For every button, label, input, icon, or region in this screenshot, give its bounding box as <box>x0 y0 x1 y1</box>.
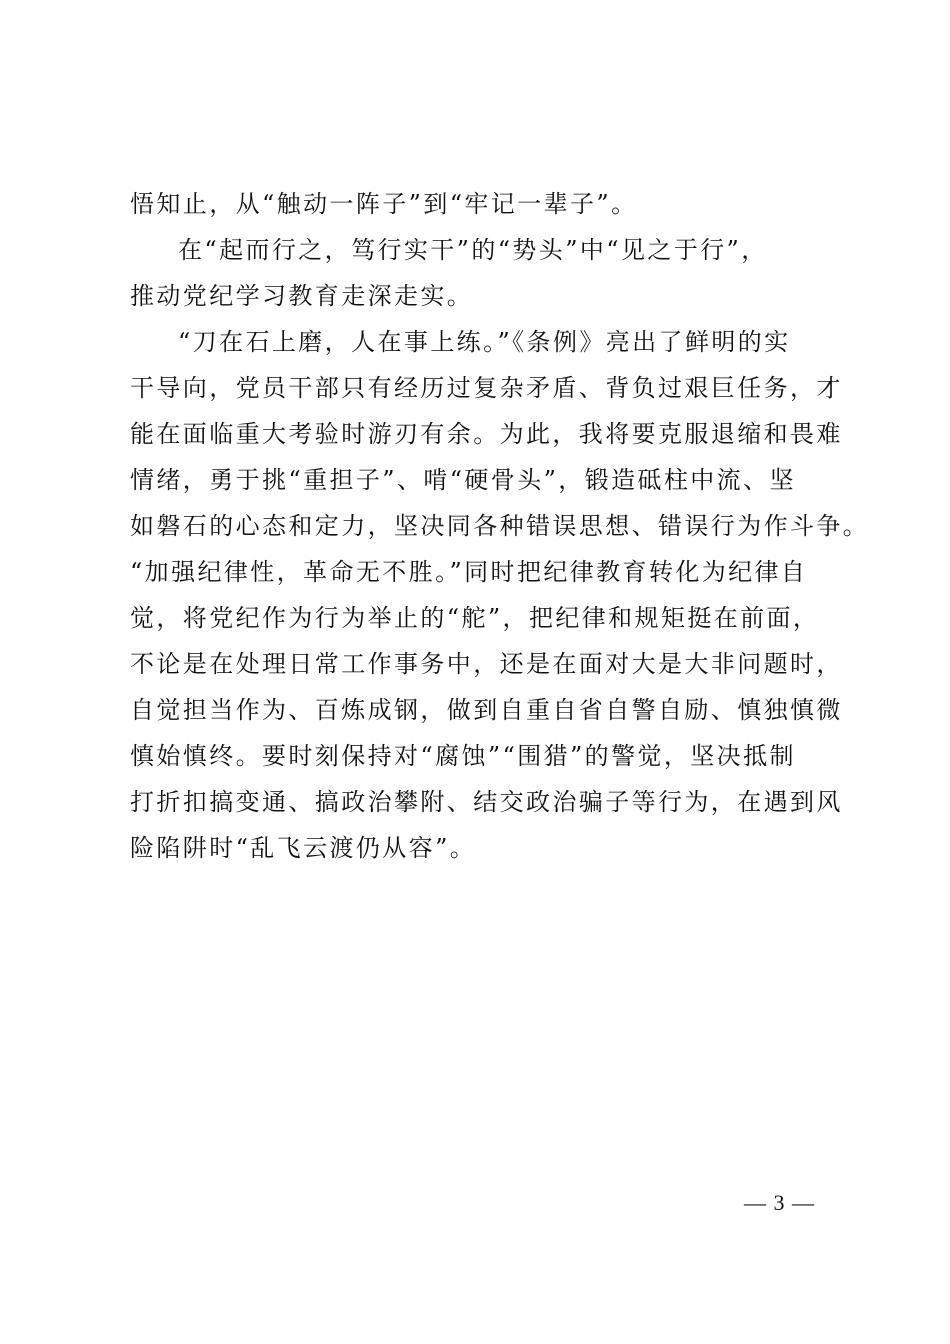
text-line-11: 不论是在处理日常工作事务中，还是在面对大是大非问题时， <box>130 650 843 678</box>
text-line-9: “加强纪律性，革命无不胜。”同时把纪律教育转化为纪律自 <box>130 558 808 586</box>
text-line-4: “刀在石上磨，人在事上练。”《条例》亮出了鲜明的实 <box>178 328 791 356</box>
text-line-14: 打折扣搞变通、搞政治攀附、结交政治骗子等行为，在遇到风 <box>130 788 843 816</box>
text-line-8: 如磐石的心态和定力，坚决同各种错误思想、错误行为作斗争。 <box>130 512 870 540</box>
text-line-7: 情绪，勇于挑“重担子”、啃“硬骨头”，锻造砥柱中流、坚 <box>130 466 796 494</box>
page-number: — 3 — <box>744 1190 815 1215</box>
text-line-1: 悟知止，从“触动一阵子”到“牢记一辈子”。 <box>130 190 638 218</box>
text-line-15: 险陷阱时“乱飞云渡仍从容”。 <box>130 834 477 862</box>
text-line-10: 觉，将党纪作为行为举止的“舵”，把纪律和规矩挺在前面， <box>130 604 820 632</box>
text-line-2: 在“起而行之，笃行实干”的“势头”中“见之于行”， <box>178 236 768 264</box>
text-line-6: 能在面临重大考验时游刃有余。为此，我将要克服退缩和畏难 <box>130 420 843 448</box>
text-line-12: 自觉担当作为、百炼成钢，做到自重自省自警自励、慎独慎微 <box>130 696 843 724</box>
text-line-3: 推动党纪学习教育走深走实。 <box>130 282 474 310</box>
text-line-5: 干导向，党员干部只有经历过复杂矛盾、背负过艰巨任务，才 <box>130 374 843 402</box>
text-line-13: 慎始慎终。要时刻保持对“腐蚀”“围猎”的警觉，坚决抵制 <box>130 742 796 770</box>
